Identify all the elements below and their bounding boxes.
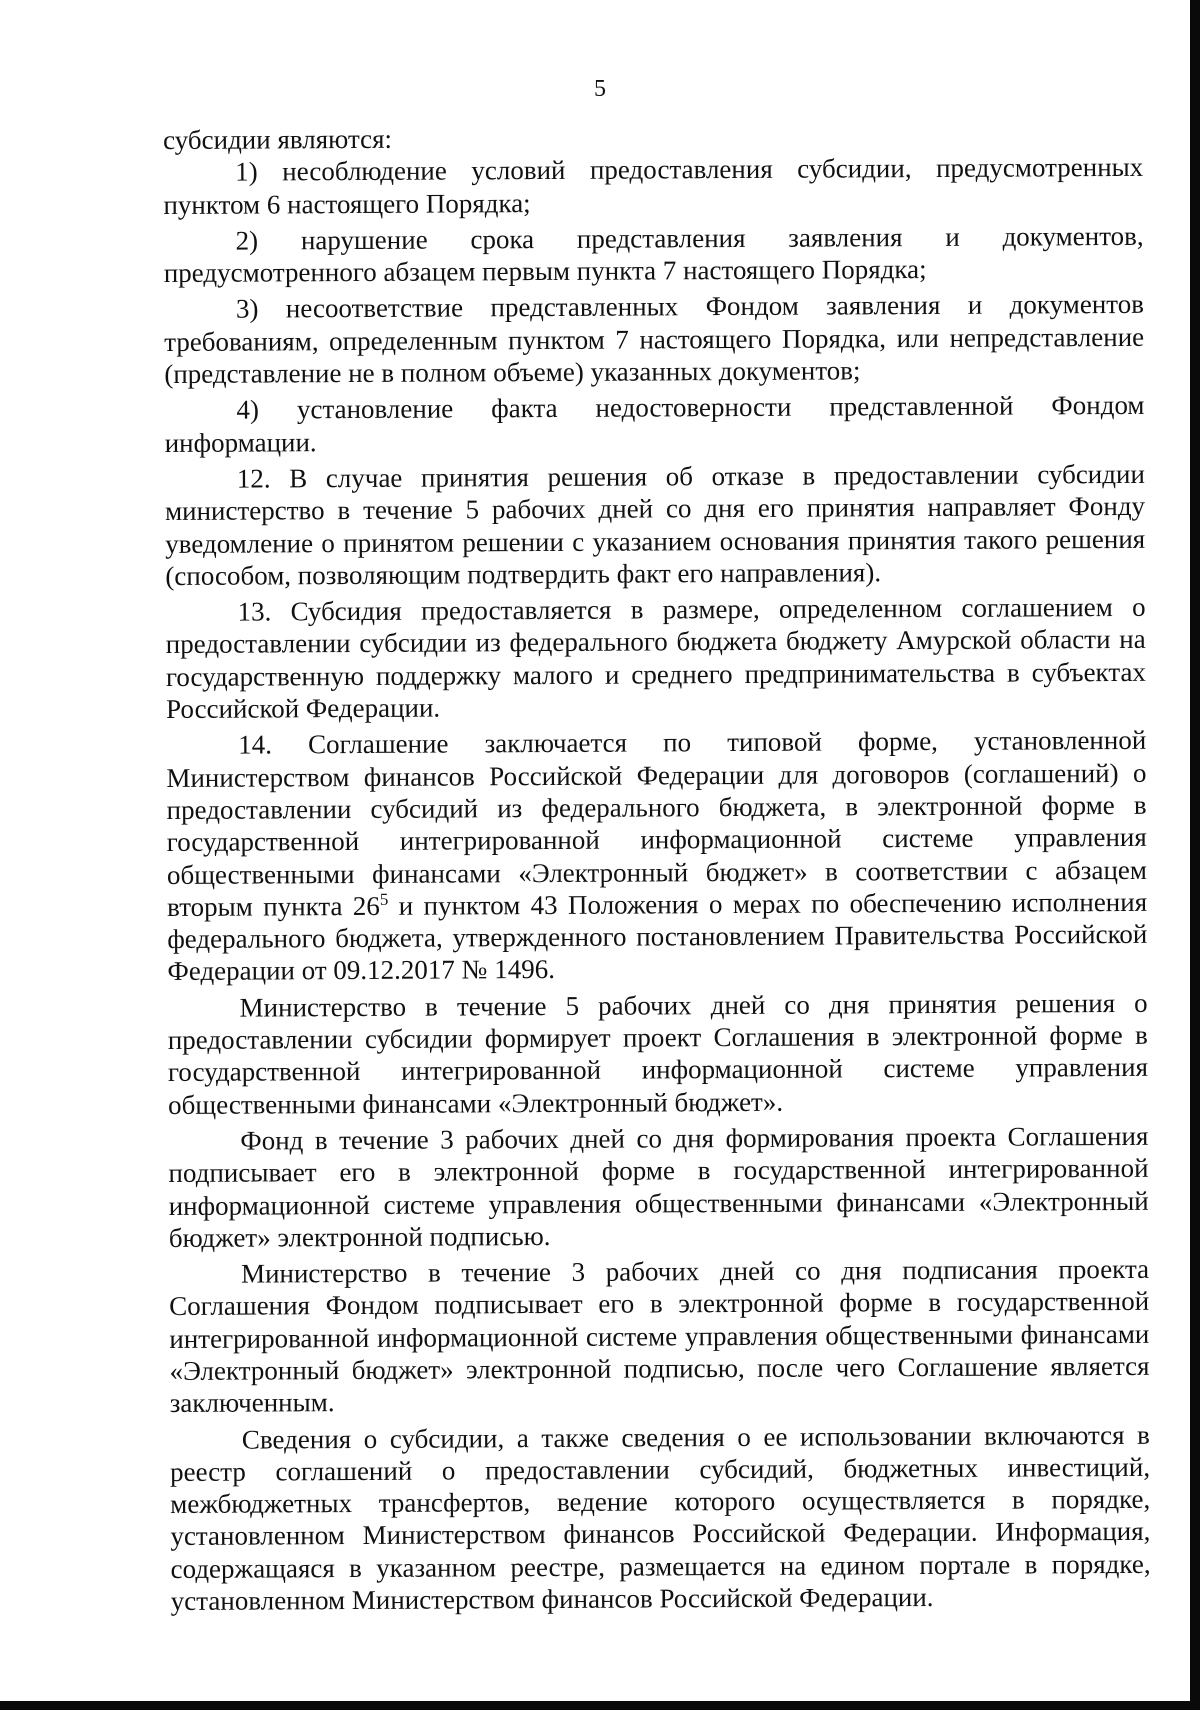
paragraph-reason-3: 3) несоответствие представленных Фондом заявления и документов требованиям, определенным пунктом 7 настоящего Порядка, или непредставление (представление не в полном объеме) указанных документов; — [164, 289, 1145, 390]
paragraph-14-text-start: 14. Соглашение заключается по типовой форме, установленной Министерством финансов Российской Федерации для договоров (соглашений) о предоставлении субсидий из федерального бюджета, в электронной форме в государственной интегрированной информационной системе управления общественными финансами «Электронный бюджет» в соответствии с абзацем вторым пункта 26 — [166, 725, 1147, 922]
paragraph-reason-1: 1) несоблюдение условий предоставления субсидии, предусмотренных пунктом 6 настоящего Порядка; — [163, 152, 1144, 220]
paragraph-14-superscript: 5 — [379, 889, 389, 909]
paragraph-fund-signing: Фонд в течение 3 рабочих дней со дня формирования проекта Соглашения подписывает его в электронной форме в государственной интегрированной информационной системе управления общественными финансами «Электронный бюджет» электронной подписью. — [168, 1120, 1149, 1253]
scan-edge-bottom — [0, 1701, 1200, 1710]
paragraph-ministry-project: Министерство в течение 5 рабочих дней со дня принятия решения о предоставлении субсидии формирует проект Соглашения в электронной форме в государственной интегрированной информационной системе управления общественными финансами «Электронный бюджет». — [167, 987, 1149, 1120]
paragraph-14 — [166, 724, 1147, 988]
scan-edge-right — [1190, 0, 1200, 1710]
paragraph-13: 13. Субсидия предоставляется в размере, определенном соглашением о предоставлении субсидии из федерального бюджета бюджету Амурской области на государственную поддержку малого и среднего предпринимательства в субъектах Российской Федерации. — [165, 592, 1146, 725]
paragraph-reason-4: 4) установление факта недостоверности представленной Фондом информации. — [164, 390, 1145, 458]
paragraph-intro: субсидии являются: — [163, 123, 393, 155]
paragraph-registry: Сведения о субсидии, а также сведения о ее использовании включаются в реестр соглашений о предоставлении субсидий, бюджетных инвестиций, межбюджетных трансфертов, ведение которого осуществляется в порядке, установленном Министерством финансов Российской Федерации. Информация, содержащаяся в указанном реестре, размещается на едином портале в порядке, установленном Министерством финансов Российской Федерации. — [169, 1419, 1151, 1617]
page-number: 5 — [594, 76, 606, 102]
paragraph-ministry-signing: Министерство в течение 3 рабочих дней со дня подписания проекта Соглашения Фондом подписывает его в электронной форме в государственной интегрированной информационной системе управления общественными финансами «Электронный бюджет» электронной подписью, после чего Соглашение является заключенным. — [169, 1253, 1150, 1419]
paragraph-12: 12. В случае принятия решения об отказе в предоставлении субсидии министерство в течение 5 рабочих дней со дня его принятия направляет Фонду уведомление о принятом решении с указанием основания принятия такого решения (способом, позволяющим подтвердить факт его направления). — [164, 458, 1146, 591]
paragraph-reason-2: 2) нарушение срока представления заявления и документов, предусмотренного абзацем первым пункта 7 настоящего Порядка; — [163, 220, 1144, 289]
document-body — [163, 119, 1151, 1617]
paragraph-14-text-end: и пунктом 43 Положения о мерах по обеспечению исполнения федерального бюджета, утвержденного постановлением Правительства Российской Федерации от 09.12.2017 № 1496. — [167, 886, 1148, 987]
